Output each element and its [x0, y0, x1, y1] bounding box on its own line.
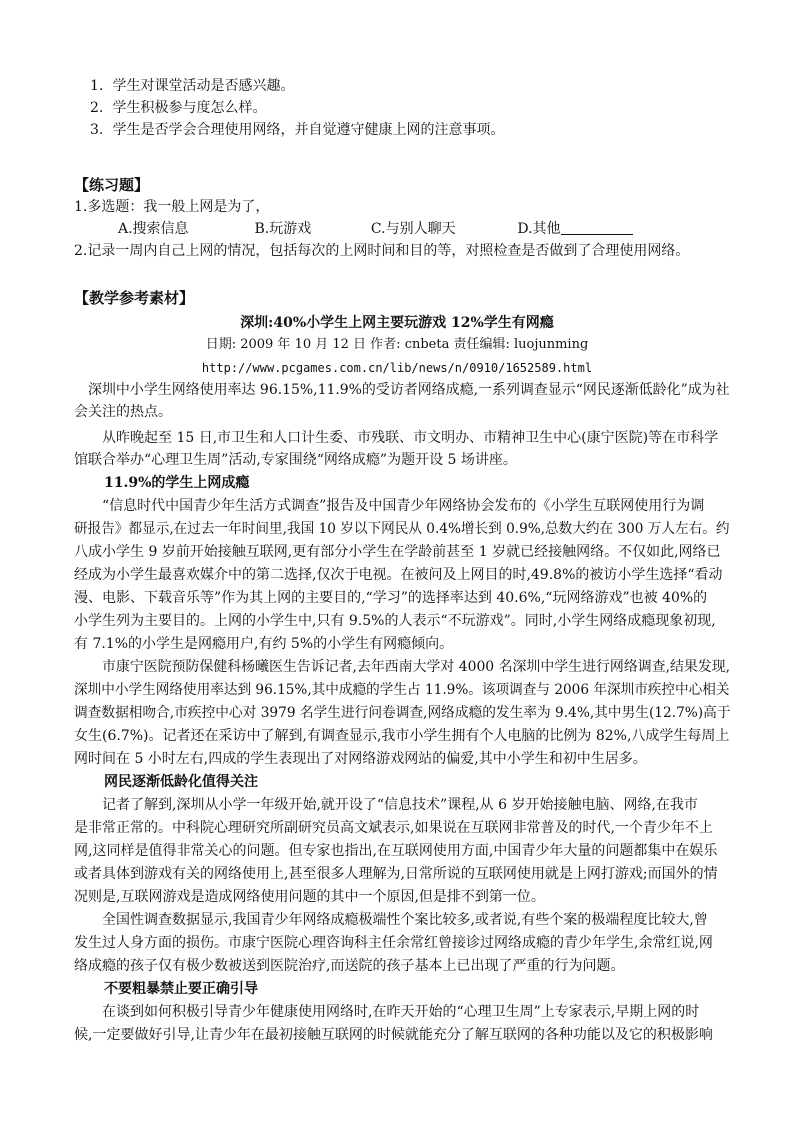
- article-line: 八成小学生 9 岁前开始接触互联网,更有部分小学生在学龄前甚至 1 岁就已经接触网络。不仅如此,网络已: [74, 544, 721, 560]
- goal-number: 3.: [90, 122, 104, 138]
- article-line: 会关注的热点。: [74, 404, 172, 420]
- option-a: A.搜索信息: [118, 221, 189, 237]
- article-line: 发生过人身方面的损伤。市康宁医院心理咨询科主任余常红曾接诊过网络成瘾的青少年学生,余常红说,网: [74, 935, 713, 951]
- article-line: 女生(6.7%)。记者还在采访中了解到,有调查显示,我市小学生拥有个人电脑的比例为 82%,八成学生每周上: [74, 728, 730, 744]
- article-line: 记者了解到,深圳从小学一年级开始,就开设了“信息技术”课程,从 6 岁开始接触电脑、网络,在我市: [102, 797, 698, 813]
- option-b: B.玩游戏: [254, 221, 312, 237]
- section-subheading: 不要粗暴禁止要正确引导: [104, 981, 258, 997]
- article-line: 市康宁医院预防保健科杨曦医生告诉记者,去年西南大学对 4000 名深圳中学生进行网络调查,结果发现,: [102, 659, 731, 675]
- exercise-question-1: 1.多选题：我一般上网是为了，: [74, 199, 270, 215]
- article-line: 候,一定要做好引导,让青少年在最初接触互联网的时候就能充分了解互联网的各种功能以及它的积极影响: [74, 1027, 713, 1043]
- article-url: http://www.pcgames.com.cn/lib/news/n/0910/1652589.html: [201, 361, 593, 375]
- article-line: 在谈到如何积极引导青少年健康使用网络时,在昨天开始的“心理卫生周”上专家表示,早期上网的时: [102, 1004, 700, 1020]
- article-line: 深圳中小学生网络使用率达 96.15%,11.9%的受访者网络成瘾,一系列调查显示“网民逐渐低龄化”成为社: [88, 382, 730, 398]
- article-line: 络成瘾的孩子仅有极少数被送到医院治疗,而送院的孩子基本上已出现了严重的行为问题。: [74, 958, 625, 974]
- article-line: 或者具体到游戏有关的网络使用上,甚至很多人理解为,日常所说的互联网使用就是上网打游戏;而国外的情: [74, 866, 718, 882]
- option-c: C.与别人聊天: [370, 221, 456, 237]
- article-line: 经成为小学生最喜欢媒介中的第二选择,仅次于电视。在被问及上网目的时,49.8%的被访小学生选择“看动: [74, 567, 723, 583]
- goal-text: 学生积极参与度怎么样。: [112, 100, 267, 116]
- goal-number: 2.: [90, 100, 104, 116]
- goal-item: [90, 98, 266, 118]
- article-line: 况则是,互联网游戏是造成网络使用问题的其中一个原因,但是排不到第一位。: [74, 889, 545, 905]
- goal-item: [90, 120, 504, 140]
- article-line: 全国性调查数据显示,我国青少年网络成瘾极端性个案比较多,或者说,有些个案的极端程度比较大,曾: [102, 912, 708, 928]
- article-line: 有 7.1%的小学生是网瘾用户,有约 5%的小学生有网瘾倾向。: [74, 636, 454, 652]
- answer-blank: [561, 220, 633, 235]
- article-line: “信息时代中国青少年生活方式调查”报告及中国青少年网络协会发布的《小学生互联网使用行为调: [102, 498, 705, 514]
- article-line: 从昨晚起至 15 日,市卫生和人口计生委、市残联、市文明办、市精神卫生中心(康宁医院)等在市科学: [102, 430, 719, 446]
- article-line: 网时间在 5 小时左右,四成的学生表现出了对网络游戏网站的偏爱,其中小学生和初中生居多。: [74, 751, 647, 767]
- exercise-heading: 【练习题】: [74, 176, 150, 194]
- article-meta: 日期: 2009 年 10 月 12 日 作者: cnbeta 责任编辑: luojunming: [205, 337, 589, 352]
- exercise-question-2: 2.记录一周内自己上网的情况，包括每次的上网时间和目的等，对照检查是否做到了合理使用网络。: [74, 243, 690, 259]
- goal-number: 1.: [90, 78, 104, 94]
- article-title: 深圳:40%小学生上网主要玩游戏 12%学生有网瘾: [240, 315, 554, 331]
- section-subheading: 11.9%的学生上网成瘾: [104, 475, 250, 491]
- article-line: 小学生列为主要目的。上网的小学生中,只有 9.5%的人表示“不玩游戏”。同时,小学生网络成瘾现象初现,: [74, 613, 716, 629]
- article-line: 是非常正常的。中科院心理研究所副研究员高文斌表示,如果说在互联网非常普及的时代,一个青少年不上: [74, 820, 713, 836]
- option-d: D.其他: [517, 221, 561, 237]
- article-line: 研报告》都显示,在过去一年时间里,我国 10 岁以下网民从 0.4%增长到 0.9%,总数大约在 300 万人左右。约: [74, 521, 730, 537]
- article-line: 漫、电影、下载音乐等”作为其上网的主要目的,“学习”的选择率达到 40.6%,“玩网络游戏”也被 40%的: [74, 590, 708, 606]
- section-subheading: 网民逐渐低龄化值得关注: [104, 774, 258, 790]
- goal-text: 学生是否学会合理使用网络，并自觉遵守健康上网的注意事项。: [112, 122, 505, 138]
- goal-item: [90, 76, 294, 96]
- goal-text: 学生对课堂活动是否感兴趣。: [112, 78, 295, 94]
- material-heading: 【教学参考素材】: [74, 289, 195, 307]
- article-line: 馆联合举办“心理卫生周”活动,专家围绕“网络成瘾”为题开设 5 场讲座。: [74, 452, 517, 468]
- article-line: 深圳中小学生网络使用率达到 96.15%,其中成瘾的学生占 11.9%。该项调查与 2006 年深圳市疾控中心相关: [74, 682, 730, 698]
- article-line: 网,这同样是值得非常关心的问题。但专家也指出,在互联网使用方面,中国青少年大量的问题都集中在娱乐: [74, 843, 718, 859]
- exercise-options: [118, 219, 633, 239]
- article-line: 调查数据相吻合,市疾控中心对 3979 名学生进行问卷调查,网络成瘾的发生率为 9.4%,其中男生(12.7%)高于: [74, 705, 731, 721]
